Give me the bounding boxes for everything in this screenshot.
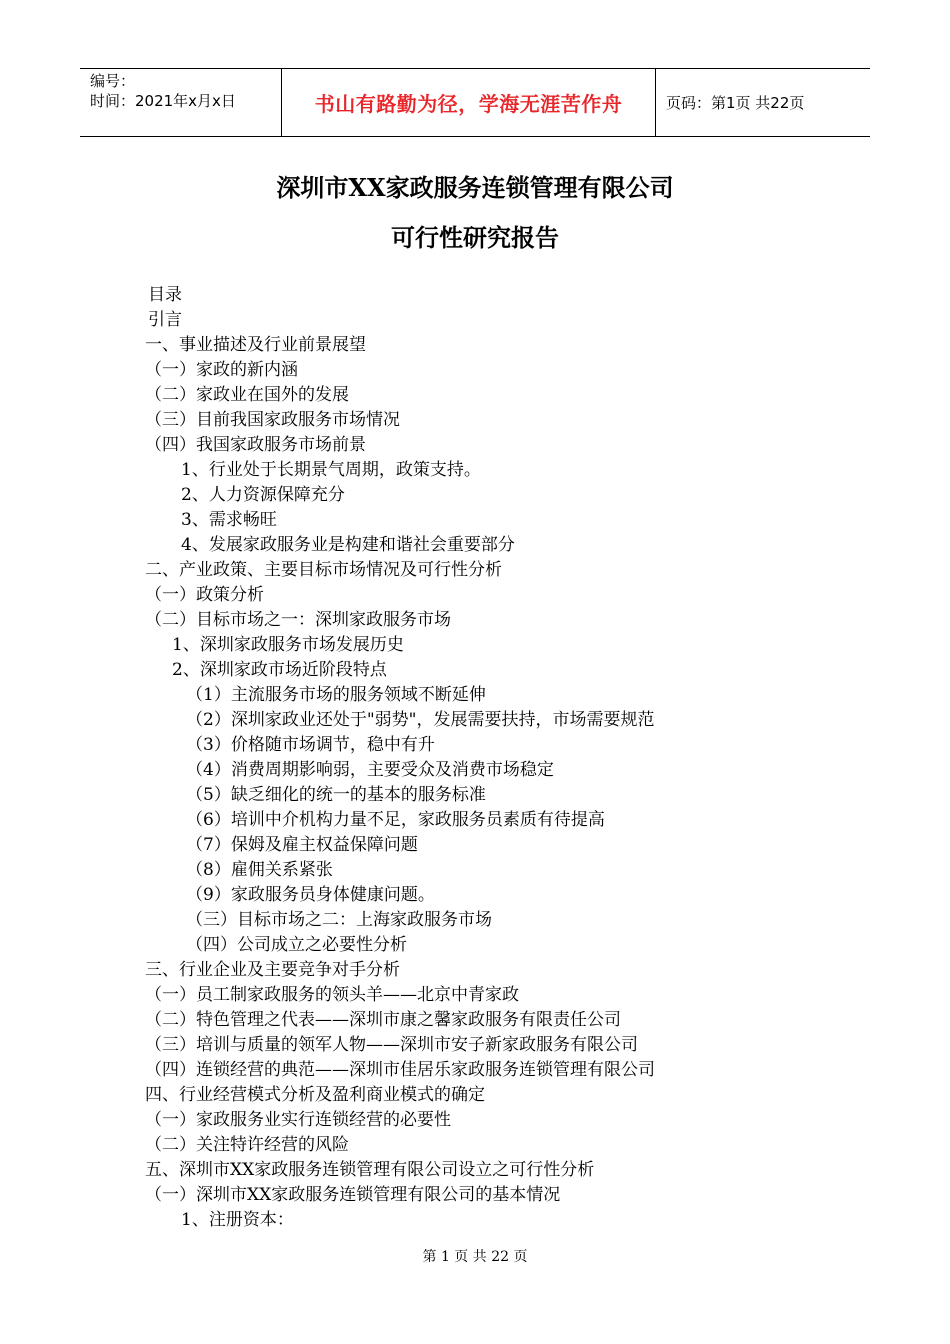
- toc-item: （4）消费周期影响弱，主要受众及消费市场稳定: [186, 760, 554, 780]
- toc-item: （四）连锁经营的典范——深圳市佳居乐家政服务连锁管理有限公司: [145, 1060, 655, 1080]
- toc-item: （8）雇佣关系紧张: [186, 860, 333, 880]
- document-title: 深圳市XX家政服务连锁管理有限公司: [276, 173, 674, 202]
- toc-item: （三）目前我国家政服务市场情况: [145, 410, 400, 430]
- toc-item: 引言: [148, 310, 182, 330]
- toc-item: （二）特色管理之代表——深圳市康之馨家政服务有限责任公司: [145, 1010, 621, 1030]
- toc-item: 4、发展家政服务业是构建和谐社会重要部分: [181, 535, 515, 555]
- toc-item: 1、注册资本：: [181, 1210, 294, 1230]
- toc-item: （四）公司成立之必要性分析: [186, 935, 407, 955]
- toc-item: （1）主流服务市场的服务领域不断延伸: [186, 685, 486, 705]
- toc-item: （二）关注特许经营的风险: [145, 1135, 349, 1155]
- toc-item: （一）政策分析: [145, 585, 264, 605]
- toc-item: 2、人力资源保障充分: [181, 485, 345, 505]
- toc-item: 四、行业经营模式分析及盈利商业模式的确定: [145, 1085, 485, 1105]
- toc-item: （5）缺乏细化的统一的基本的服务标准: [186, 785, 486, 805]
- toc-item: 2、深圳家政市场近阶段特点: [172, 660, 387, 680]
- toc-item: （四）我国家政服务市场前景: [145, 435, 366, 455]
- toc-item: （6）培训中介机构力量不足，家政服务员素质有待提高: [186, 810, 605, 830]
- toc-item: 二、产业政策、主要目标市场情况及可行性分析: [145, 560, 502, 580]
- toc-item: （9）家政服务员身体健康问题。: [186, 885, 435, 905]
- page-footer: 第 1 页 共 22 页: [422, 1249, 528, 1265]
- toc-item: 1、行业处于长期景气周期，政策支持。: [181, 460, 481, 480]
- page-header: [80, 68, 870, 137]
- toc-item: （二）家政业在国外的发展: [145, 385, 349, 405]
- document-number: 编号：: [90, 72, 136, 90]
- toc-item: （3）价格随市场调节，稳中有升: [186, 735, 435, 755]
- document-date: 时间：2021年x月x日: [90, 92, 236, 110]
- toc-item: （一）员工制家政服务的领头羊——北京中青家政: [145, 985, 519, 1005]
- toc-item: （7）保姆及雇主权益保障问题: [186, 835, 418, 855]
- toc-item: （2）深圳家政业还处于"弱势"，发展需要扶持，市场需要规范: [186, 710, 655, 730]
- toc-item: 一、事业描述及行业前景展望: [145, 335, 366, 355]
- table-of-contents: [145, 283, 655, 1233]
- toc-item: （二）目标市场之一：深圳家政服务市场: [145, 610, 451, 630]
- document-subtitle: 可行性研究报告: [391, 223, 559, 252]
- toc-item: 1、深圳家政服务市场发展历史: [172, 635, 404, 655]
- header-meta: [80, 69, 282, 136]
- toc-item: （三）目标市场之二：上海家政服务市场: [186, 910, 492, 930]
- toc-item: （一）深圳市XX家政服务连锁管理有限公司的基本情况: [145, 1185, 561, 1205]
- toc-item: （一）家政服务业实行连锁经营的必要性: [145, 1110, 451, 1130]
- toc-item: （一）家政的新内涵: [145, 360, 298, 380]
- toc-item: 目录: [148, 285, 182, 305]
- toc-item: 3、需求畅旺: [181, 510, 277, 530]
- toc-item: （三）培训与质量的领军人物——深圳市安子新家政服务有限公司: [145, 1035, 638, 1055]
- toc-item: 五、深圳市XX家政服务连锁管理有限公司设立之可行性分析: [145, 1160, 595, 1180]
- toc-item: 三、行业企业及主要竞争对手分析: [145, 960, 400, 980]
- header-page-number: 页码：第1页 共22页: [666, 94, 805, 112]
- header-motto: 书山有路勤为径，学海无涯苦作舟: [282, 69, 656, 136]
